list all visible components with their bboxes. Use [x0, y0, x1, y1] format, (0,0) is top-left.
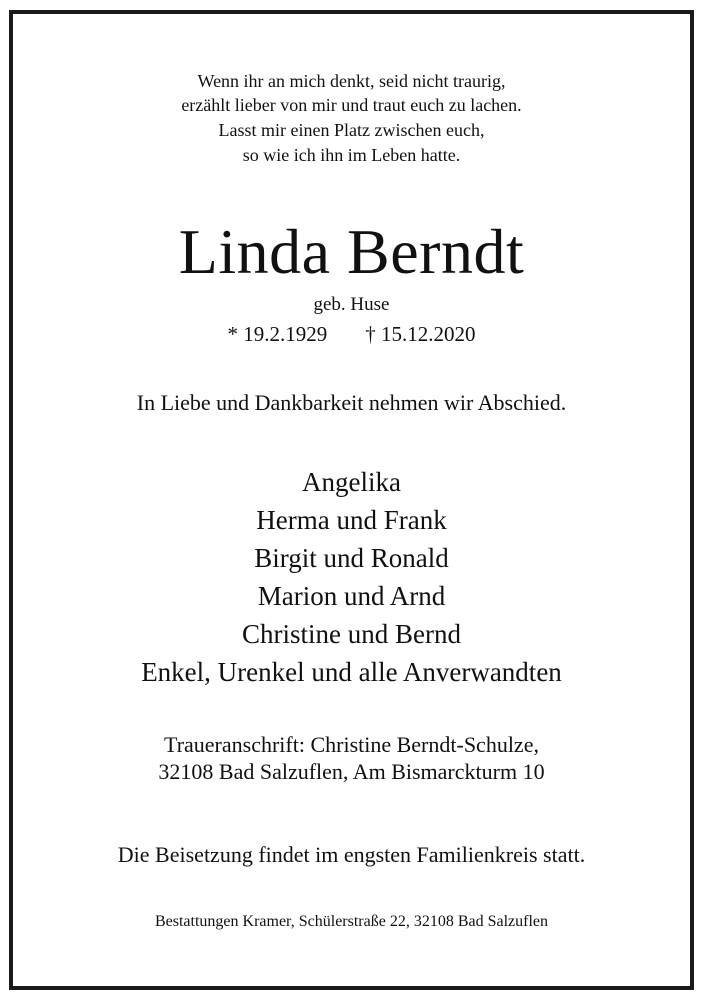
poem-line: so wie ich ihn im Leben hatte. [242, 145, 461, 165]
deceased-name: Linda Berndt [178, 216, 525, 287]
mourning-address-line: Traueranschrift: Christine Berndt-Schulze, [164, 732, 539, 757]
burial-note: Die Beisetzung findet im engsten Familienkreis statt. [117, 842, 586, 867]
life-dates [0, 322, 703, 347]
poem-line: erzählt lieber von mir und traut euch zu lachen. [181, 95, 522, 115]
mourner-name: Christine und Bernd [242, 619, 461, 649]
death-date: † 15.12.2020 [365, 322, 476, 346]
mourning-address-line: 32108 Bad Salzuflen, Am Bismarckturm 10 [158, 759, 545, 784]
undertaker-info: Bestattungen Kramer, Schülerstraße 22, 32108 Bad Salzuflen [154, 913, 549, 930]
poem-line: Wenn ihr an mich denkt, seid nicht traurig, [197, 71, 506, 91]
mourner-name: Herma und Frank [256, 505, 447, 535]
mourner-name: Enkel, Urenkel und alle Anverwandten [141, 657, 562, 687]
mourner-name: Angelika [302, 467, 401, 497]
maiden-name: geb. Huse [313, 294, 390, 315]
birth-date: * 19.2.1929 [227, 322, 328, 346]
mourner-name: Marion und Arnd [257, 581, 446, 611]
mourner-name: Birgit und Ronald [254, 543, 449, 573]
farewell-text: In Liebe und Dankbarkeit nehmen wir Abschied. [136, 390, 567, 415]
poem-line: Lasst mir einen Platz zwischen euch, [218, 120, 485, 140]
